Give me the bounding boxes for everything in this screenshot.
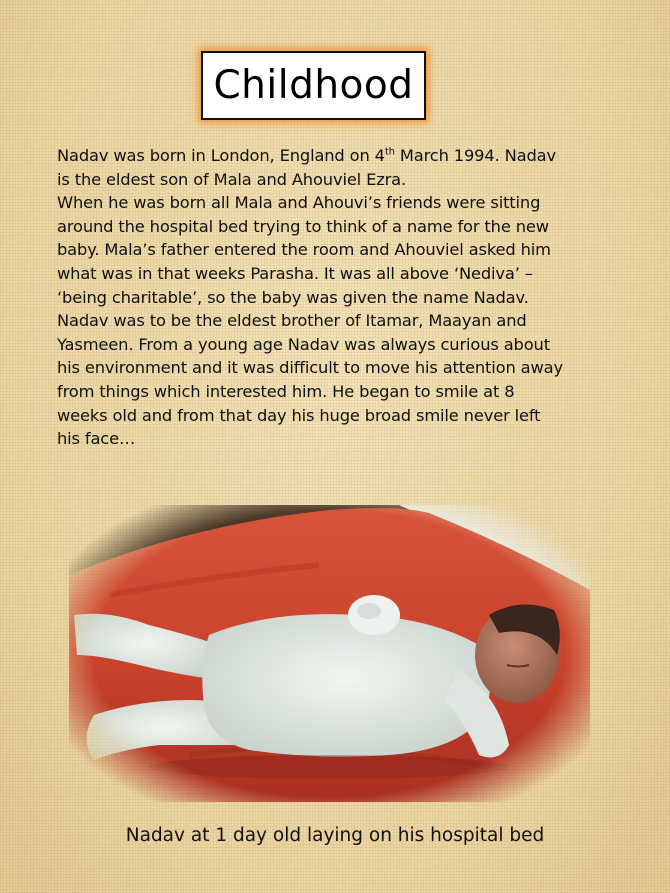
story-line: Nadav was born in London, England on 4th March 1994. Nadav bbox=[57, 146, 556, 165]
story-line: his face… bbox=[57, 429, 136, 449]
baby-photo bbox=[69, 505, 590, 802]
story-line: baby. Mala’s father entered the room and Ahouviel asked him bbox=[57, 240, 551, 260]
story-paragraph bbox=[57, 144, 647, 451]
story-line: around the hospital bed trying to think of a name for the new bbox=[57, 216, 549, 236]
story-line: is the eldest son of Mala and Ahouviel Ezra. bbox=[57, 169, 407, 189]
title-box bbox=[201, 51, 426, 120]
story-line: weeks old and from that day his huge broad smile never left bbox=[57, 405, 541, 425]
photo-caption: Nadav at 1 day old laying on his hospital bed bbox=[125, 825, 545, 846]
slide-title: Childhood bbox=[213, 63, 414, 108]
story-line: from things which interested him. He began to smile at 8 bbox=[57, 381, 515, 401]
story-line: ‘being charitable’, so the baby was given the name Nadav. bbox=[57, 287, 529, 307]
story-line: his environment and it was difficult to move his attention away bbox=[57, 358, 563, 378]
story-line: When he was born all Mala and Ahouvi’s friends were sitting bbox=[57, 193, 541, 213]
story-line: what was in that weeks Parasha. It was all above ‘Nediva’ – bbox=[57, 263, 533, 283]
story-line: Yasmeen. From a young age Nadav was always curious about bbox=[57, 334, 550, 354]
story-line: Nadav was to be the eldest brother of Itamar, Maayan and bbox=[57, 311, 527, 331]
